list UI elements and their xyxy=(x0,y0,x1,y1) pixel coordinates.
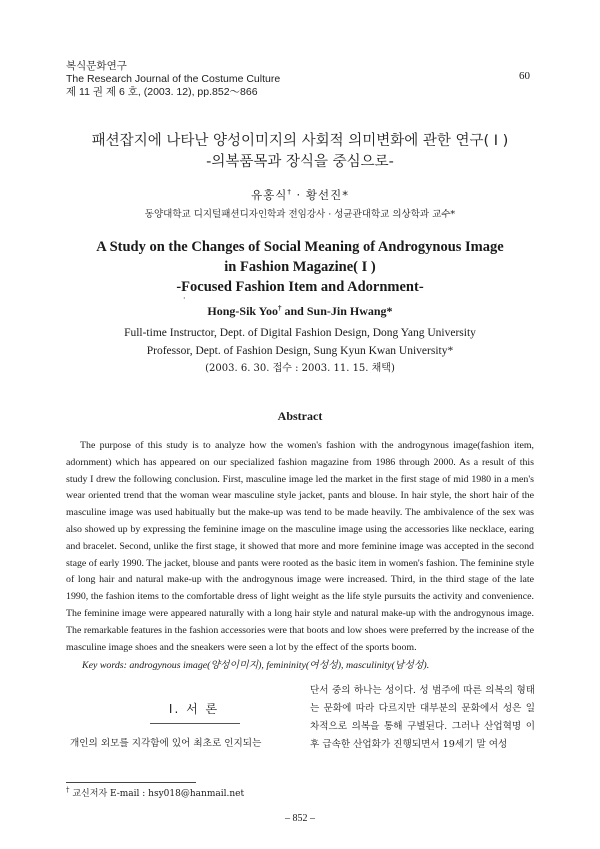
english-title-line1: A Study on the Changes of Social Meaning of Androgynous Image xyxy=(96,239,504,255)
corresponding-mark: † xyxy=(287,188,292,197)
abstract-heading: Abstract xyxy=(277,409,323,423)
corresponding-mark-en: † xyxy=(278,304,282,312)
stray-dot: · xyxy=(183,294,186,303)
footnote-text: 교신저자 E-mail : hsy018@hanmail.net xyxy=(69,789,245,799)
english-title-line3: -Focused Fashion Item and Adornment- xyxy=(176,279,424,295)
footnote xyxy=(66,786,244,799)
author-conjunction: and xyxy=(281,304,307,318)
abstract-body: The purpose of this study is to analyze how the women's fashion with the androgynous image(fashion item, adornment) which has appeared on our specialized fashion magazine from 1986 through 2000. As a result of this study I drew the following conclusion. First, masculine image led the market in the first stage of mid 1980 in a men's wear oriented trend that the woman wear masculine style jacket, pants and blouse. In hair style, the short hair of the masculine image was used habitually but the make-up was tend to be made heavily. The ambivalence of the sex was also showed up by expressing the feminine image on the masculine image using the accessories like necklace, earing and bracelet. Second, unlike the first stage, it showed that more and more feminine image was accepted in the second stage of early 1990. The jacket, blouse and pants were rooted as the basic item in women's fashion. The feminine style of long hair and natural make-up with the androgynous image were increased. Third, in the third stage of the late 1990, the fashion items to the comfortable dress of light weight as the life style pursuits the activity and convenience. The feminine image were appeared naturally with a long hair style and natural make-up with the androgynous image. The remarkable features in the fashion accessories were that boots and low shoes were preferred by the increase of the masculine image shoes and the sneakers were seen a lot by the effect of the sports boom. xyxy=(66,440,534,653)
intro-left-column: 개인의 외모를 지각함에 있어 최초로 인지되는 xyxy=(70,738,262,749)
korean-title-line1: 패션잡지에 나타난 양성이미지의 사회적 의미변화에 관한 연구( I ) xyxy=(91,133,509,149)
intro-right-column: 단서 중의 하나는 성이다. 성 범주에 따른 의복의 형태는 문화에 따라 다르지만 대부분의 문화에서 성은 일차적으로 의복을 통해 구별된다. 그러나 산업혁명 이후 급속한 산업화가 진행되면서 19세기 말 여성 xyxy=(310,685,535,750)
english-author-2: Sun-Jin Hwang* xyxy=(306,304,393,318)
page-number-top: 60 xyxy=(519,70,530,82)
korean-authors xyxy=(0,187,600,203)
journal-header xyxy=(66,60,280,99)
english-author-1: Hong-Sik Yoo xyxy=(207,304,278,318)
korean-author-1: 유홍식 xyxy=(251,188,288,202)
author-separator: · xyxy=(291,188,306,202)
keywords: Key words: androgynous image(양성이미지), femininity(여성성), masculinity(남성성). xyxy=(82,660,430,671)
journal-name-ko: 복식문화연구 xyxy=(66,60,127,72)
korean-author-2: 황선진 xyxy=(305,188,343,202)
english-affiliation xyxy=(0,324,600,378)
korean-title xyxy=(0,131,600,173)
english-title-line2: in Fashion Magazine( I ) xyxy=(224,259,376,275)
footnote-mark: † xyxy=(66,786,70,794)
korean-title-line2: -의복품목과 장식을 중심으로- xyxy=(206,154,394,170)
section-heading-introduction: I. 서 론 xyxy=(168,702,220,716)
submission-dates: (2003. 6. 30. 접수 : 2003. 11. 15. 채택) xyxy=(205,363,395,374)
journal-name-en: The Research Journal of the Costume Culture xyxy=(66,73,281,85)
english-authors xyxy=(0,304,600,319)
english-title xyxy=(0,237,600,297)
footnote-rule xyxy=(66,782,196,783)
affiliation-line1: Full-time Instructor, Dept. of Digital Fashion Design, Dong Yang University xyxy=(124,327,476,339)
korean-affiliation: 동양대학교 디지털패션디자인학과 전임강사 · 성균관대학교 의상학과 교수* xyxy=(144,209,456,220)
journal-volume: 제 11 권 제 6 호, (2003. 12), pp.852～866 xyxy=(66,86,258,98)
affiliation-line2: Professor, Dept. of Fashion Design, Sung Kyun Kwan University* xyxy=(146,345,454,357)
page-number-bottom: – 852 – xyxy=(285,813,315,824)
author-mark: * xyxy=(342,188,349,202)
section-heading-rule xyxy=(150,723,240,724)
